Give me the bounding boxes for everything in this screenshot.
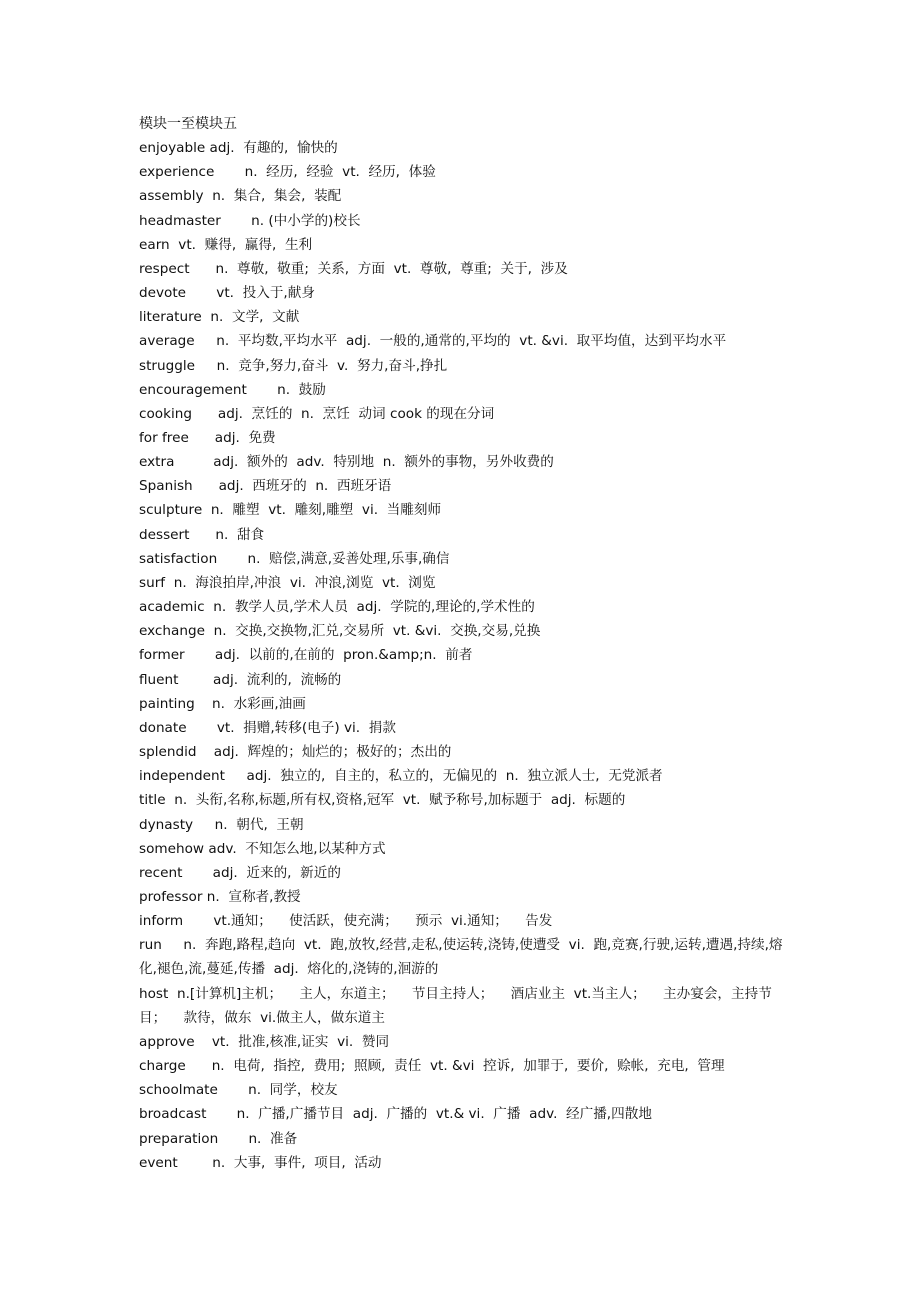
vocab-entry: struggle n. 竞争,努力,奋斗 v. 努力,奋斗,挣扎 xyxy=(139,357,448,374)
vocab-entry: preparation n. 准备 xyxy=(139,1130,298,1147)
vocab-entry: dynasty n. 朝代, 王朝 xyxy=(139,816,304,833)
vocab-entry: headmaster n. (中小学的)校长 xyxy=(139,212,361,229)
vocab-entry: extra adj. 额外的 adv. 特别地 n. 额外的事物，另外收费的 xyxy=(139,454,554,471)
vocab-entry: event n. 大事, 事件, 项目, 活动 xyxy=(139,1154,382,1171)
vocab-entry: schoolmate n. 同学，校友 xyxy=(139,1082,338,1099)
vocab-entry: host n.[计算机]主机； 主人，东道主； 节目主持人； 酒店业主 vt.当主人； 主办宴会，主持节目； 款待，做东 vi.做主人，做东道主 xyxy=(139,985,772,1026)
vocab-entry: earn vt. 赚得, 赢得, 生利 xyxy=(139,236,313,253)
entries-container xyxy=(139,136,789,1175)
vocab-entry: assembly n. 集合, 集会, 装配 xyxy=(139,188,342,205)
vocab-entry: painting n. 水彩画,油画 xyxy=(139,695,306,712)
vocab-entry: title n. 头衔,名称,标题,所有权,资格,冠军 vt. 赋予称号,加标题于 adj. 标题的 xyxy=(139,792,626,809)
vocab-entry: devote vt. 投入于,献身 xyxy=(139,285,315,302)
vocab-entry: experience n. 经历, 经验 vt. 经历, 体验 xyxy=(139,164,436,181)
vocab-entry: for free adj. 免费 xyxy=(139,430,276,447)
vocab-entry: respect n. 尊敬, 敬重; 关系, 方面 vt. 尊敬, 尊重; 关于, 涉及 xyxy=(139,260,568,277)
vocab-entry: donate vt. 捐赠,转移(电子) vi. 捐款 xyxy=(139,719,396,736)
vocab-entry: enjoyable adj. 有趣的, 愉快的 xyxy=(139,140,338,157)
vocab-entry: satisfaction n. 赔偿,满意,妥善处理,乐事,确信 xyxy=(139,550,450,567)
vocab-entry: approve vt. 批准,核准,证实 vi. 赞同 xyxy=(139,1033,390,1050)
vocab-entry: literature n. 文学, 文献 xyxy=(139,309,300,326)
vocab-entry: recent adj. 近来的, 新近的 xyxy=(139,864,341,881)
vocab-entry: exchange n. 交换,交换物,汇兑,交易所 vt. &vi. 交换,交易,兑换 xyxy=(139,623,541,640)
vocab-entry: academic n. 教学人员,学术人员 adj. 学院的,理论的,学术性的 xyxy=(139,599,535,616)
page-title: 模块一至模块五 xyxy=(139,116,237,132)
vocab-entry: professor n. 宣称者,教授 xyxy=(139,888,301,905)
vocab-entry: encouragement n. 鼓励 xyxy=(139,381,326,398)
vocabulary-list xyxy=(139,112,789,1175)
vocab-entry: dessert n. 甜食 xyxy=(139,526,265,543)
vocab-entry: cooking adj. 烹饪的 n. 烹饪 动词 cook 的现在分词 xyxy=(139,405,495,422)
vocab-entry: sculpture n. 雕塑 vt. 雕刻,雕塑 vi. 当雕刻师 xyxy=(139,502,442,519)
vocab-entry: inform vt.通知； 使活跃，使充满； 预示 vi.通知； 告发 xyxy=(139,913,553,930)
vocab-entry: broadcast n. 广播,广播节目 adj. 广播的 vt.& vi. 广播 adv. 经广播,四散地 xyxy=(139,1106,652,1123)
vocab-entry: surf n. 海浪拍岸,冲浪 vi. 冲浪,浏览 vt. 浏览 xyxy=(139,574,436,591)
vocab-entry: independent adj. 独立的, 自主的，私立的，无偏见的 n. 独立派人士, 无党派者 xyxy=(139,768,663,785)
vocab-entry: former adj. 以前的,在前的 pron.&amp;n. 前者 xyxy=(139,647,473,664)
vocab-entry: charge n. 电荷, 指控, 费用; 照顾, 责任 vt. &vi 控诉, 加罪于, 要价, 赊帐, 充电, 管理 xyxy=(139,1058,725,1075)
vocab-entry: fluent adj. 流利的, 流畅的 xyxy=(139,671,342,688)
vocab-entry: average n. 平均数,平均水平 adj. 一般的,通常的,平均的 vt. &vi. 取平均值，达到平均水平 xyxy=(139,333,727,350)
vocab-entry: run n. 奔跑,路程,趋向 vt. 跑,放牧,经营,走私,使运转,浇铸,使遭受 vi. 跑,竞赛,行驶,运转,遭遇,持续,熔化,褪色,流,蔓延,传播 adj. 熔化的,浇铸的,洄游的 xyxy=(139,937,783,978)
vocab-entry: somehow adv. 不知怎么地,以某种方式 xyxy=(139,840,386,857)
vocab-entry: Spanish adj. 西班牙的 n. 西班牙语 xyxy=(139,478,392,495)
vocab-entry: splendid adj. 辉煌的；灿烂的；极好的；杰出的 xyxy=(139,744,452,761)
